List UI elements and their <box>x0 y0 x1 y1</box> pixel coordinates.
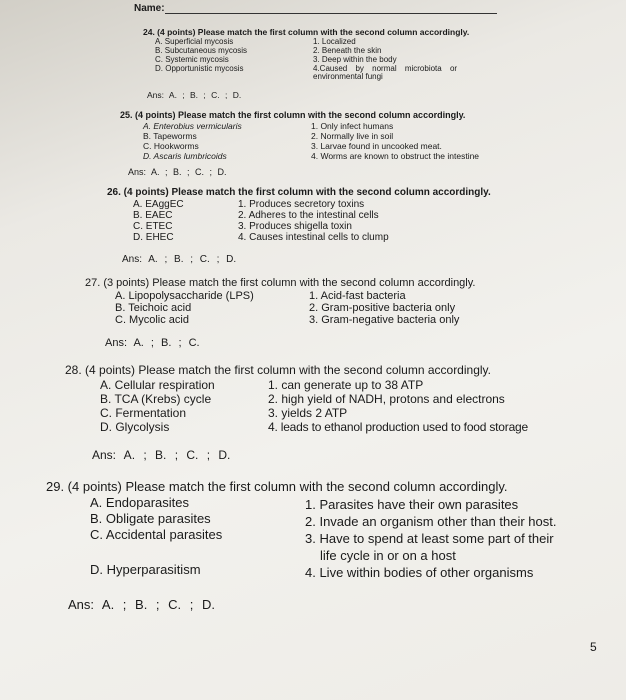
right-item: 3. Have to spend at least some part of their <box>305 531 554 546</box>
right-item: 4.Caused by normal microbiota or <box>313 64 458 73</box>
question-title: 29. (4 points) Please match the first column with the second column accordingly. <box>46 479 508 494</box>
right-item: 3. Produces shigella toxin <box>238 221 352 232</box>
question-title: 27. (3 points) Please match the first column with the second column accordingly. <box>85 277 476 289</box>
left-item: B. TCA (Krebs) cycle <box>100 392 212 406</box>
question-title: 25. (4 points) Please match the first column with the second column accordingly. <box>120 110 466 120</box>
left-item: A. Enterobius vermicularis <box>143 121 242 131</box>
page-number: 5 <box>590 640 597 654</box>
left-item: D. Opportunistic mycosis <box>155 64 244 73</box>
left-item: D. Ascaris lumbricoids <box>143 151 227 161</box>
question-title: 28. (4 points) Please match the first column with the second column accordingly. <box>65 363 491 377</box>
right-item: 1. can generate up to 38 ATP <box>268 378 424 392</box>
left-item: C. ETEC <box>133 221 173 232</box>
left-item: B. Tapeworms <box>143 131 197 141</box>
right-item: 2. Beneath the skin <box>313 46 382 55</box>
answer-line: Ans: A. ; B. ; C. ; D. <box>128 167 227 177</box>
right-item: 4. Live within bodies of other organisms <box>305 565 534 580</box>
left-item: C. Systemic mycosis <box>155 55 229 64</box>
right-item: 4. Causes intestinal cells to clump <box>238 232 389 243</box>
left-item: C. Hookworms <box>143 141 199 151</box>
name-label: Name: <box>134 3 165 14</box>
right-item: 1. Only infect humans <box>311 121 394 131</box>
right-item: 1. Produces secretory toxins <box>238 199 365 210</box>
left-item: B. Teichoic acid <box>115 302 192 314</box>
answer-line: Ans: A. ; B. ; C. ; D. <box>122 254 237 265</box>
answer-line: Ans: A. ; B. ; C. ; D. <box>92 448 231 462</box>
left-item: D. Glycolysis <box>100 420 170 434</box>
left-item: B. EAEC <box>133 210 173 221</box>
right-item: 1. Parasites have their own parasites <box>305 497 519 512</box>
left-item: B. Subcutaneous mycosis <box>155 46 248 55</box>
left-item: A. Lipopolysaccharide (LPS) <box>115 290 254 302</box>
right-item: 2. Gram-positive bacteria only <box>309 302 456 314</box>
right-item: 2. Normally live in soil <box>311 131 394 141</box>
right-item: 2. Invade an organism other than their host. <box>305 514 557 529</box>
right-item: 3. Deep within the body <box>313 55 397 64</box>
right-item: 1. Acid-fast bacteria <box>309 290 406 302</box>
answer-line: Ans: A. ; B. ; C. ; D. <box>68 597 215 612</box>
question-title: 26. (4 points) Please match the first column with the second column accordingly. <box>107 187 491 198</box>
right-item: 1. Localized <box>313 37 356 46</box>
right-item: 4. leads to ethanol production used to food storage <box>268 420 528 434</box>
question-title: 24. (4 points) Please match the first column with the second column accordingly. <box>143 27 470 37</box>
name-underline <box>165 13 497 14</box>
left-item: B. Obligate parasites <box>90 511 211 526</box>
right-item: 2. high yield of NADH, protons and electrons <box>268 392 505 406</box>
right-item: 3. yields 2 ATP <box>268 406 348 420</box>
right-item: life cycle in or on a host <box>320 548 456 563</box>
right-item: 2. Adheres to the intestinal cells <box>238 210 379 221</box>
left-item: A. Superficial mycosis <box>155 37 234 46</box>
left-item: C. Mycolic acid <box>115 314 189 326</box>
answer-line: Ans: A. ; B. ; C. <box>105 337 200 349</box>
left-item: D. EHEC <box>133 232 174 243</box>
left-item: C. Accidental parasites <box>90 527 223 542</box>
left-item: D. Hyperparasitism <box>90 562 201 577</box>
left-item: C. Fermentation <box>100 406 187 420</box>
right-item: environmental fungi <box>313 72 383 81</box>
right-item: 3. Larvae found in uncooked meat. <box>311 141 442 151</box>
left-item: A. EAggEC <box>133 199 184 210</box>
answer-line: Ans: A. ; B. ; C. ; D. <box>147 90 242 100</box>
left-item: A. Endoparasites <box>90 495 190 510</box>
right-item: 4. Worms are known to obstruct the intestine <box>311 151 480 161</box>
left-item: A. Cellular respiration <box>100 378 215 392</box>
right-item: 3. Gram-negative bacteria only <box>309 314 460 326</box>
